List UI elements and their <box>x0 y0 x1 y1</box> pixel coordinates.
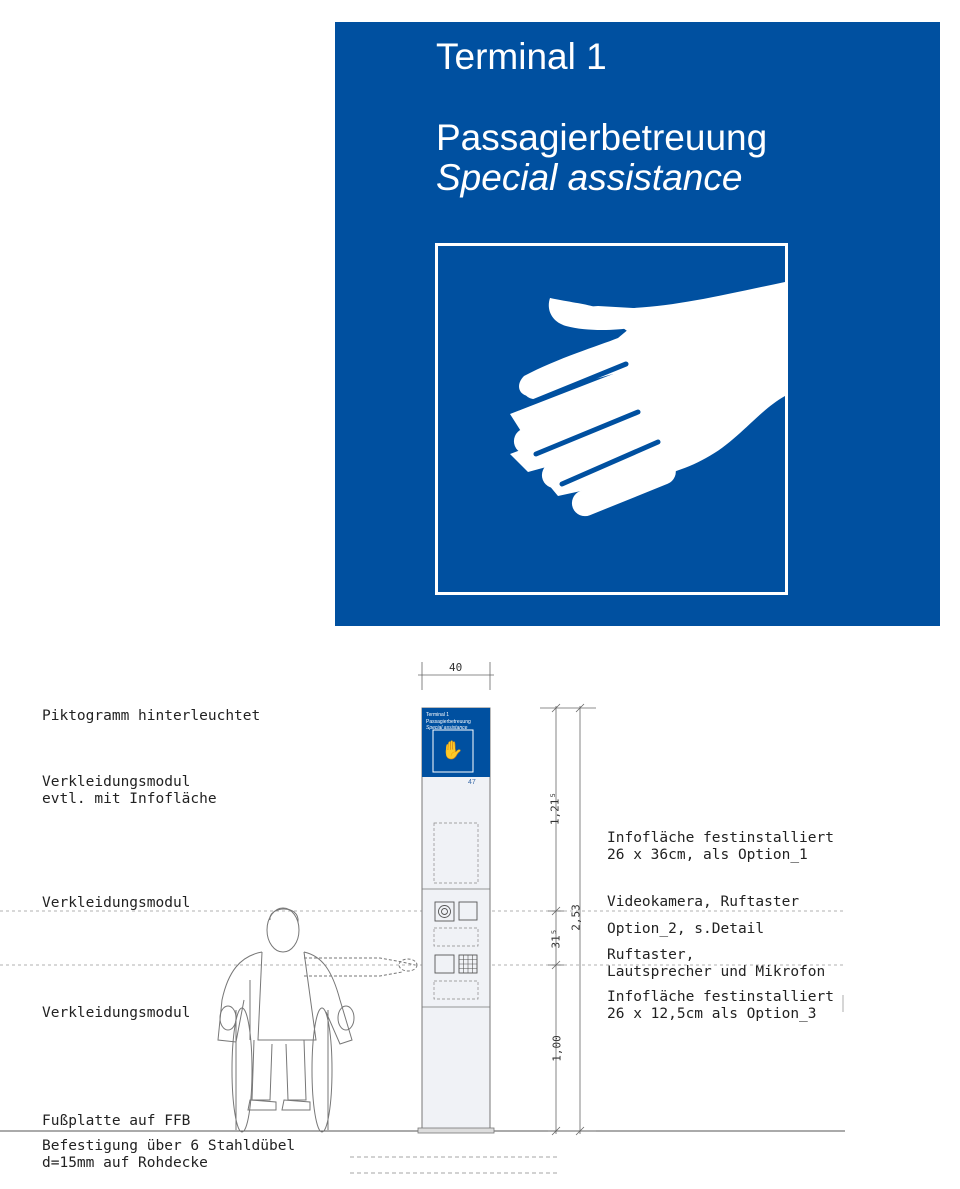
mini-sign-terminal: Terminal 1 <box>426 712 450 718</box>
dim-middle: 31⁵ <box>549 928 563 949</box>
technical-drawing <box>0 640 960 1189</box>
label-info-option1 <box>607 830 834 864</box>
label-verkleidung-1-line1: Verkleidungsmodul <box>42 774 191 790</box>
sign-panel <box>335 22 940 626</box>
label-fussplatte: Fußplatte auf FFB <box>42 1113 191 1129</box>
pictogram-frame <box>435 243 788 595</box>
mini-sign-english: Special assistance <box>426 725 468 731</box>
label-befestigung-line2: d=15mm auf Rohdecke <box>42 1155 208 1171</box>
label-videokamera: Videokamera, Ruftaster <box>607 894 800 910</box>
label-befestigung <box>42 1138 295 1172</box>
sign-english-title: Special assistance <box>436 157 743 198</box>
sign-terminal-title: Terminal 1 <box>436 36 607 77</box>
wheelchair-figure <box>218 908 417 1132</box>
mini-sign-german: Passagierbetreuung <box>426 719 471 725</box>
label-option2: Option_2, s.Detail <box>607 921 765 937</box>
label-info-option3-line1: Infofläche festinstalliert <box>607 989 834 1005</box>
label-ruftaster-line1: Ruftaster, <box>607 947 695 963</box>
label-ruftaster <box>607 947 825 981</box>
sign-german-title: Passagierbetreuung <box>436 117 768 158</box>
label-verkleidung-2: Verkleidungsmodul <box>42 895 191 911</box>
label-verkleidung-3: Verkleidungsmodul <box>42 1005 191 1021</box>
dim-lower: 1,00 <box>550 1035 564 1062</box>
hand-icon <box>438 246 785 592</box>
dim-total: 2,53 <box>569 904 583 931</box>
label-info-option3 <box>607 989 834 1023</box>
label-verkleidung-1-line2: evtl. mit Infofläche <box>42 791 217 807</box>
mini-logo: 47 <box>468 779 476 786</box>
label-verkleidung-1 <box>42 774 217 808</box>
label-ruftaster-line2: Lautsprecher und Mikrofon <box>607 964 826 980</box>
label-info-option1-line1: Infofläche festinstalliert <box>607 830 834 846</box>
dim-width: 40 <box>449 661 463 674</box>
label-befestigung-line1: Befestigung über 6 Stahldübel <box>42 1138 296 1154</box>
label-info-option3-line2: 26 x 12,5cm als Option_3 <box>607 1006 817 1022</box>
label-info-option1-line2: 26 x 36cm, als Option_1 <box>607 847 808 863</box>
dim-upper: 1,21⁵ <box>548 791 562 826</box>
label-piktogramm: Piktogramm hinterleuchtet <box>42 708 261 724</box>
mini-hand-icon: ✋ <box>441 740 464 760</box>
